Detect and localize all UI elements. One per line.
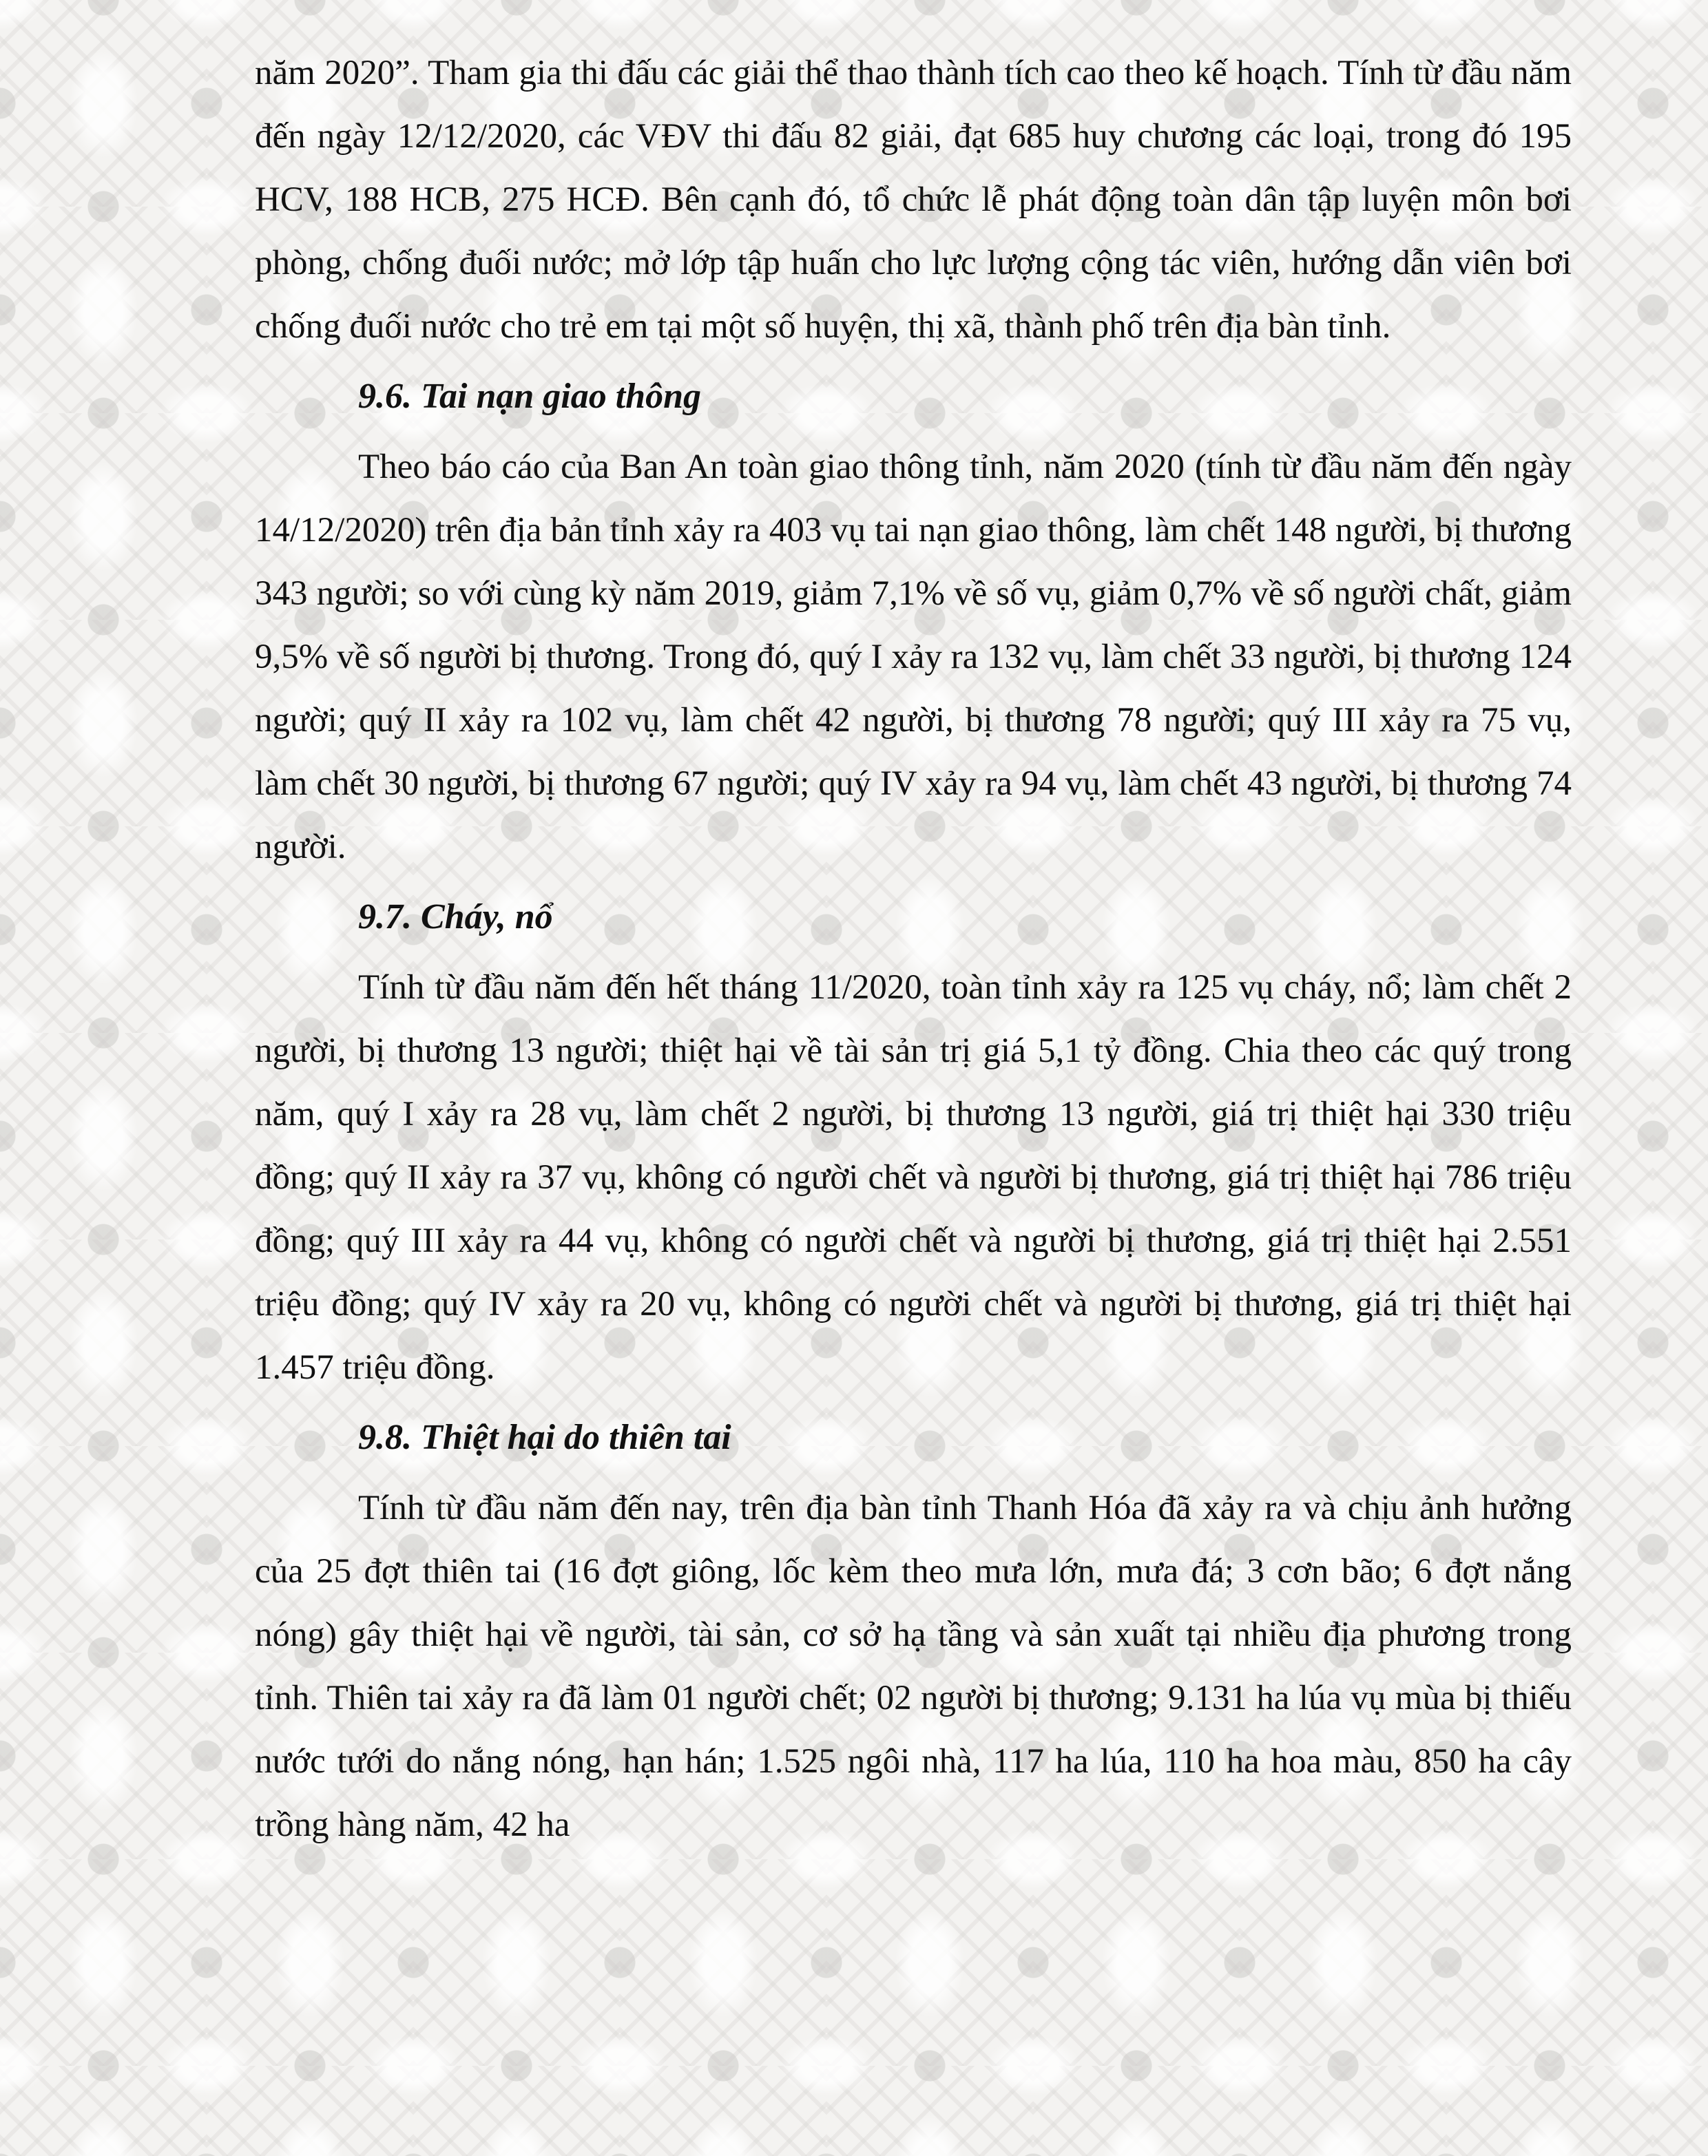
paragraph-natural-disasters: Tính từ đầu năm đến nay, trên địa bàn tỉnh Thanh Hóa đã xảy ra và chịu ảnh hưởng của 25 đợt thiên tai (16 đợt giông, lốc kèm theo mưa lớn, mưa đá; 3 cơn bão; 6 đợt nắng nóng) gây thiệt hại về người, tài sản, cơ sở hạ tầng và sản xuất tại nhiều địa phương trong tỉnh. Thiên tai xảy ra đã làm 01 người chết; 02 người bị thương; 9.131 ha lúa vụ mùa bị thiếu nước tưới do nắng nóng, hạn hán; 1.525 ngôi nhà, 117 ha lúa, 110 ha hoa màu, 850 ha cây trồng hàng năm, 42 ha <box>255 1489 1572 1844</box>
paragraph-sports: năm 2020”. Tham gia thi đấu các giải thể thao thành tích cao theo kế hoạch. Tính từ đầu năm đến ngày 12/12/2020, các VĐV thi đấu 82 giải, đạt 685 huy chương các loại, trong đó 195 HCV, 188 HCB, 275 HCĐ. Bên cạnh đó, tổ chức lễ phát động toàn dân tập luyện môn bơi phòng, chống đuối nước; mở lớp tập huấn cho lực lượng cộng tác viên, hướng dẫn viên bơi chống đuối nước cho trẻ em tại một số huyện, thị xã, thành phố trên địa bàn tỉnh. <box>255 54 1572 346</box>
paragraph-fire-explosion: Tính từ đầu năm đến hết tháng 11/2020, toàn tỉnh xảy ra 125 vụ cháy, nổ; làm chết 2 người, bị thương 13 người; thiệt hại về tài sản trị giá 5,1 tỷ đồng. Chia theo các quý trong năm, quý I xảy ra 28 vụ, làm chết 2 người, bị thương 13 người, giá trị thiệt hại 330 triệu đồng; quý II xảy ra 37 vụ, không có người chết và người bị thương, giá trị thiệt hại 786 triệu đồng; quý III xảy ra 44 vụ, không có người chết và người bị thương, giá trị thiệt hại 2.551 triệu đồng; quý IV xảy ra 20 vụ, không có người chết và người bị thương, giá trị thiệt hại 1.457 triệu đồng. <box>255 968 1572 1387</box>
paragraph-traffic-accidents: Theo báo cáo của Ban An toàn giao thông tỉnh, năm 2020 (tính từ đầu năm đến ngày 14/12/2020) trên địa bản tỉnh xảy ra 403 vụ tai nạn giao thông, làm chết 148 người, bị thương 343 người; so với cùng kỳ năm 2019, giảm 7,1% về số vụ, giảm 0,7% về số người chất, giảm 9,5% về số người bị thương. Trong đó, quý I xảy ra 132 vụ, làm chết 33 người, bị thương 124 người; quý II xảy ra 102 vụ, làm chết 42 người, bị thương 78 người; quý III xảy ra 75 vụ, làm chết 30 người, bị thương 67 người; quý IV xảy ra 94 vụ, làm chết 43 người, bị thương 74 người. <box>255 448 1572 866</box>
heading-traffic-accidents: 9.6. Tai nạn giao thông <box>358 377 702 416</box>
document-body <box>255 41 1572 1856</box>
heading-fire-explosion: 9.7. Cháy, nổ <box>358 897 553 936</box>
heading-natural-disasters: 9.8. Thiệt hại do thiên tai <box>358 1418 731 1457</box>
